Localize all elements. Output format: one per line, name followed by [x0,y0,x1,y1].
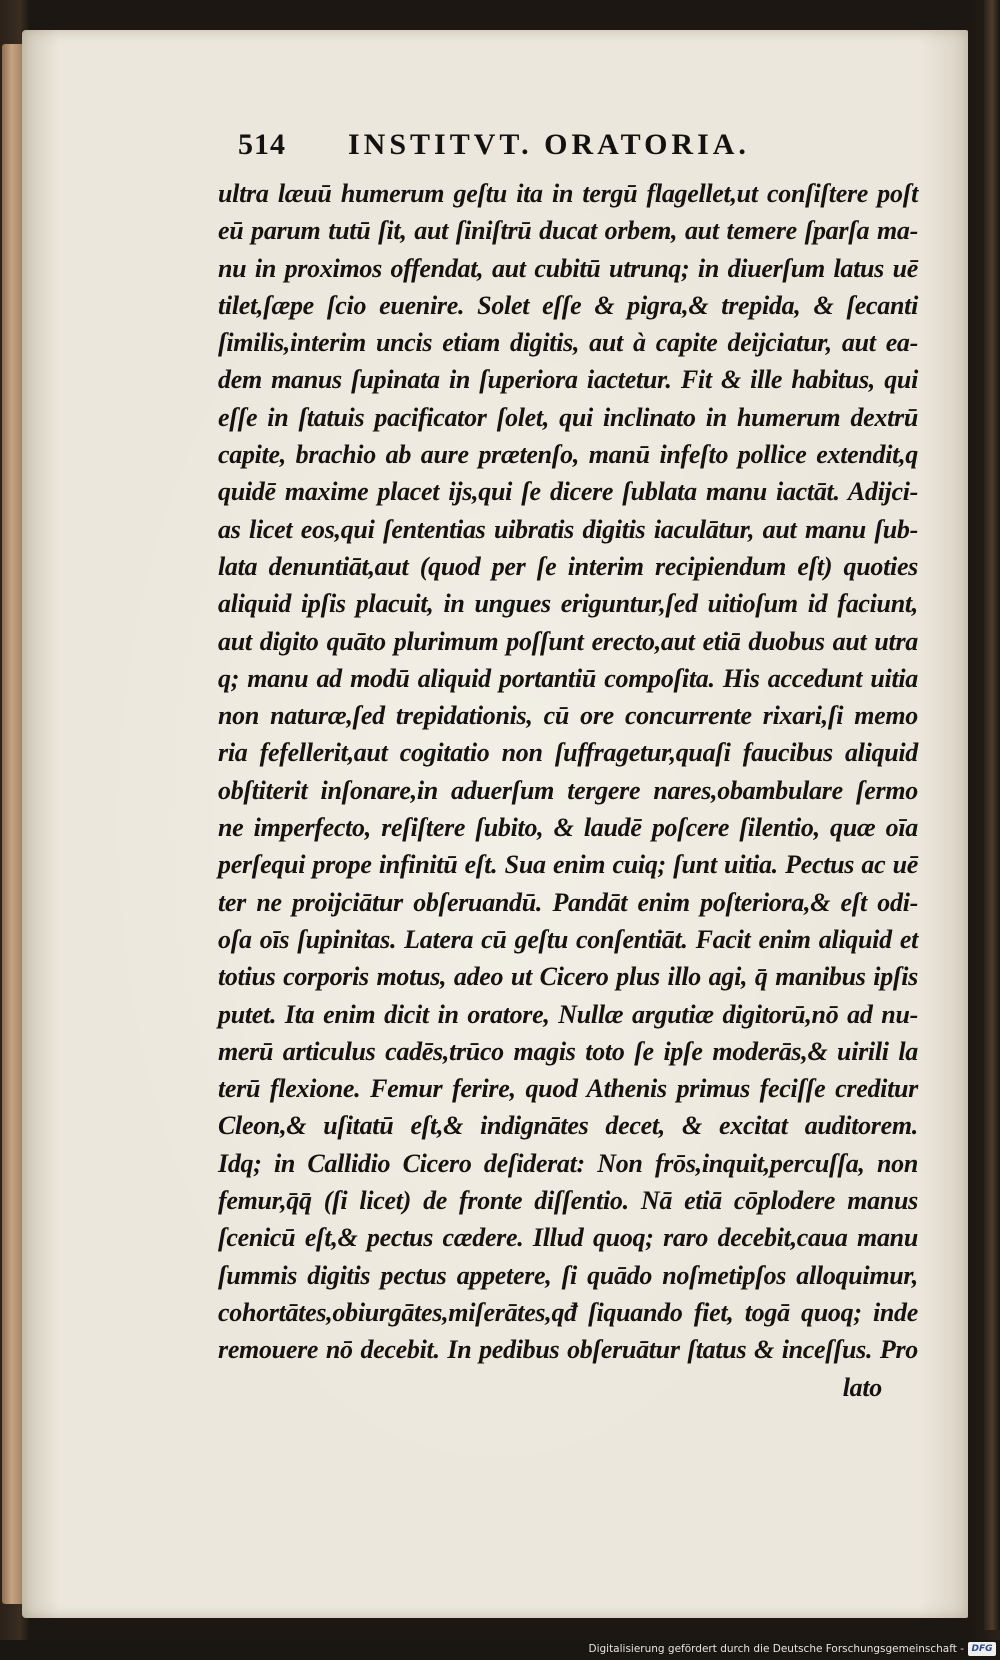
text-line: dem manus ſupinata in ſuperiora iactetur. Fit & ille habitus, qui [218,365,918,395]
text-line: ria fefellerit,aut cogitatio non ſuffragetur,quaſi faucibus aliquid [218,738,918,768]
text-line: nu in proximos offendat, aut cubitū utrunq; in diuerſum latus uē [218,253,918,283]
body-text [218,175,918,1406]
text-line: ter ne proijciātur obſeruandū. Pandāt enim poſteriora,& eſt odi- [218,887,918,917]
text-line: ultra læuū humerum geſtu ita in tergū flagellet,ut conſiſtere poſt [218,179,918,208]
text-line: q; manu ad modū aliquid portantiū compoſita. His accedunt uitia [218,663,918,693]
text-line: putet. Ita enim dicit in oratore, Nullæ argutiæ digitorū,nō ad nu- [218,999,918,1029]
digitization-credit: Digitalisierung gefördert durch die Deutsche Forschungsgemeinschaft - [588,1643,964,1655]
text-line: femur,q̄q̄ (ſi licet) de fronte diſſentio. Nā etiā cōplodere manus [218,1186,918,1216]
text-line: oſa oīs ſupinitas. Latera cū geſtu conſentiāt. Facit enim aliquid et [218,924,918,954]
text-line: obſtiterit inſonare,in aduerſum tergere nares,obambulare ſermo [218,775,918,805]
text-line: eū parum tutū ſit, aut ſiniſtrū ducat orbem, aut temere ſparſa ma- [218,216,918,246]
page-number: 514 [238,128,286,161]
text-line: eſſe in ſtatuis pacificator ſolet, qui inclinato in humerum dextrū [218,402,918,432]
text-line: as licet eos,qui ſententias uibratis digitis iaculātur, aut manu ſub- [218,514,918,544]
text-line: cohortātes,obiurgātes,miſerātes,qđ ſiquando fiet, togā quoq; inde [218,1297,918,1327]
text-line: quidē maxime placet ijs,qui ſe dicere ſublata manu iactāt. Adijci- [218,477,918,507]
text-line: aliquid ipſis placuit, in ungues eriguntur,ſed uitioſum id faciunt, [218,589,918,619]
text-line: ſummis digitis pectus appetere, ſi quādo noſmetipſos alloquimur, [218,1260,918,1290]
text-line: merū articulus cadēs,trūco magis toto ſe ipſe moderās,& uirili la [218,1036,918,1066]
text-line: aut digito quāto plurimum poſſunt erecto,aut etiā duobus aut utra [218,626,918,656]
page-header [238,128,858,178]
text-line: terū flexione. Femur ferire, quod Athenis primus feciſſe creditur [218,1074,918,1104]
text-line: capite, brachio ab aure prætenſo, manū infeſto pollice extendit,q [218,440,918,470]
text-line: ſcenicū eſt,& pectus cædere. Illud quoq; raro decebit,caua manu [218,1223,918,1253]
dfg-logo: DFG [968,1642,996,1656]
book-edge-right [984,0,1000,1630]
running-head: INSTITVT. ORATORIA. [348,128,750,161]
text-line: Idq; in Callidio Cicero deſiderat: Non frōs,inquit,percuſſa, non [218,1148,918,1178]
text-line: ne imperfecto, reſiſtere ſubito, & laudē poſcere ſilentio, quæ oīa [218,813,918,843]
text-line: totius corporis motus, adeo ut Cicero plus illo agi, q̄ manibus ipſis [218,962,918,992]
text-line: Cleon,& uſitatū eſt,& indignātes decet, & excitat auditorem. [218,1111,918,1141]
text-line: non naturæ,ſed trepidationis, cū ore concurrente rixari,ſi memo [218,701,918,731]
catchword: lato [842,1372,882,1402]
text-line: lata denuntiāt,aut (quod per ſe interim recipiendum eſt) quoties [218,551,918,581]
text-line: remouere nō decebit. In pedibus obſeruātur ſtatus & inceſſus. Pro [218,1335,918,1365]
text-line: ſimilis,interim uncis etiam digitis, aut à capite deijciatur, aut ea- [218,328,918,358]
text-line: tilet,ſæpe ſcio euenire. Solet eſſe & pigra,& trepida, & ſecanti [218,290,918,320]
text-line: perſequi prope infinitū eſt. Sua enim cuiq; ſunt uitia. Pectus ac uē [218,850,918,880]
